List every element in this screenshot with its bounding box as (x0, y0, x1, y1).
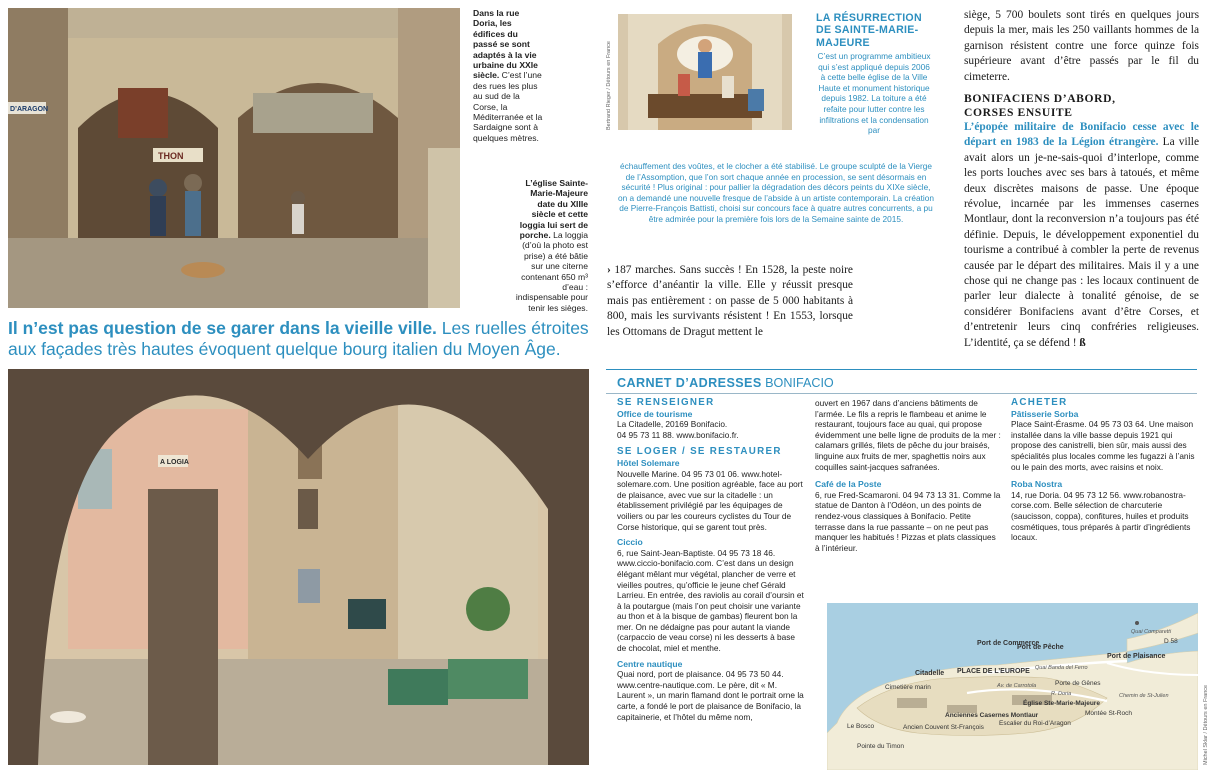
venue-centre-nautique: Centre nautique (617, 658, 683, 669)
map-chemin: Chemin de St-Julien (1119, 693, 1169, 699)
map-pointe-timon: Pointe du Timon (857, 743, 904, 750)
carnet-col-1 (617, 398, 805, 722)
section-se-loger: SE LOGER / SE RESTAURER (617, 446, 782, 458)
photo-credit-top: Bertrand Rieger / Détours en France (606, 41, 612, 130)
map-place-europe: PLACE DE L’EUROPE (957, 668, 1030, 675)
map-rue-doria: R. Doria (1051, 691, 1072, 697)
church-caption-bold: L’église Sainte-Marie-Majeure date du XIIIe siècle et cette loggia lui sert de porche. (519, 178, 588, 241)
right-body-top: siège, 5 700 boulets sont tirés en quelques jours depuis la mer, mais les 250 vaillants hommes de la garnison résistent contre une force quinze fois supérieure avant d’être passés par le fil du cimeterre. (964, 9, 1199, 83)
map-le-bosco: Le Bosco (847, 723, 875, 730)
bonifaciens-body (964, 120, 1199, 351)
ciccio-text: 6, rue Saint-Jean-Baptiste. 04 95 73 18 46. www.ciccio-bonifacio.com. C’est dans un design élégant mêlant mur végétal, plancher de verre et vieilles poutres, qu’officie le jeune chef Gérald Larrieu. En entrée, des raviolis au corail d’oursin et à la poutargue (mais l’on peut choisir une variante au thon et à la bisque de gambas) fleurent bon la mer. On ne dédaigne pas pour autant la viande (carpaccio de veau corse) ni les desserts à base de chocolat, miel et menthe. (617, 547, 804, 654)
loggia-illustration (8, 369, 589, 765)
bonifaciens-title-line1: BONIFACIENS D’ABORD, (964, 92, 1116, 105)
map-casernes: Anciennes Casernes Montlaur (945, 712, 1039, 719)
map-montee: Montée St-Roch (1085, 710, 1132, 717)
venue-ciccio: Ciccio (617, 537, 643, 548)
venue-cafe-poste: Café de la Poste (815, 479, 882, 490)
resurrection-text-wide: échauffement des voûtes, et le clocher a été stabilisé. Le groupe sculpté de la Vierge de l’Assomption, que l’on sort chaque année en procession, se sent désormais en sécurité ! Plus original : pour pallier la dégradation des décors peints du XIXe siècle, on a demandé une nouvelle fresque de l’abside à un artiste contemporain. La création de Pierre-François Battisti, choisi sur concours face à quatre autres concurrents, a pu être admirée pour la première fois lors de la Semaine sainte de 2015. (618, 161, 934, 224)
map-port-plaisance: Port de Plaisance (1107, 653, 1166, 660)
chevron-right-icon: › (607, 264, 611, 276)
bonifaciens-body-text: La ville avait alors un je-ne-sais-quoi d’interlope, comme les ports louches avec ses bars à tatoués, et même deux discrètes maisons de passe. Une époque révolue, incarnée par les immenses casernes Montlaur, dont la reconversion n’a toujours pas été définie. Depuis, le développement exponentiel du tourisme a contribué à combler la perte de revenus causée par le départ des militaires. Mais il y a une chose qui ne change pas : les locaux continuent de parler leur dialecte à tonalité génoise, de se considérer Bonifaciens avant d’être Corses, et d’entretenir leurs cinq confréries religieuses. L’identité, ça se défend ! (964, 136, 1199, 349)
middle-body-content: 187 marches. Sans succès ! En 1528, la peste noire s’efforce d’anéantir la ville. Elle y réussit presque mais pas entièrement : on passe de 5 000 habitants à 800, mais les survivants résistent ! En 1553, lorsque les Ottomans de Dragut mettent le (607, 264, 853, 338)
bonifaciens-lead: L’épopée militaire de Bonifacio cesse avec le départ en 1983 de la Légion étrangère. (964, 121, 1199, 149)
photo-church-interior (618, 14, 792, 130)
map-port-peche: Port de Pêche (1017, 644, 1064, 651)
sorba-text: Place Saint-Érasme. 04 95 73 03 64. Une maison installée dans la ville basse depuis 1921 qui propose des canistrelli, bien sûr, mais aussi des spécialités plus locales comme les fugazzi à l’anis ou le pain des morts, avec raisins et noix. (1011, 419, 1195, 472)
map-ancien-couvent: Ancien Couvent St-François (903, 724, 984, 731)
venue-roba-nostra: Roba Nostra (1011, 479, 1063, 490)
map-port-commerce: Port de Commerce (977, 640, 1040, 647)
map-svg (827, 603, 1198, 770)
shop-sign: THON (158, 151, 184, 161)
photo-credit-map: Michel Sklar / Détours en France (1203, 684, 1209, 765)
rue-doria-caption (473, 8, 543, 143)
map-eglise: Église Ste-Marie-Majeure (1023, 700, 1100, 707)
nautique-continued: ouvert en 1967 dans d’anciens bâtiments de l’armée. Le fils a repris le flambeau et anime le restaurant, toujours face au quai, qui propose évidemment une belle ligne de produits de la mer : calamars grillés, filets de pêche du jour braisés, linguine aux fruits de mer, spaghettis noirs aux coquilles saint-jacques safranées. (815, 398, 1001, 472)
map-porte-genes: Porte de Gênes (1055, 680, 1101, 687)
carnet-title: CARNET D’ADRESSES (617, 376, 762, 390)
loggia-sign: A LOGIA (160, 459, 189, 466)
resurrection-title: LA RÉSURRECTION DE SAINTE-MARIE-MAJEURE (816, 12, 922, 49)
solemare-text: Nouvelle Marine. 04 95 73 01 06. www.hotel-solemare.com. Une position agréable, face au port de plaisance, avec vue sur la citadelle : un établissement privilégié par les équipages de voiliers ou par les coureurs cyclistes du Tour de Corse historique, qui se garent tout près. (617, 468, 803, 532)
carnet-col-3 (1011, 398, 1197, 543)
venue-office-tourisme: Office de tourisme (617, 408, 693, 419)
map-quai-comparetti: Quai Comparetti (1131, 629, 1172, 635)
map-d58: D 58 (1164, 638, 1178, 645)
map-escalier: Escalier du Roi-d’Aragon (999, 720, 1071, 727)
resurrection-text-narrow: C’est un programme ambitieux qui s’est appliqué depuis 2006 à cette belle église de la Ville Haute et monument historique depuis 1982. La toiture a été refaite pour lutter contre les infiltrations et la condensation par (817, 51, 931, 136)
church-caption-text: La loggia (d’où la photo est prise) a été bâtie sur une citerne contenant 650 m³ d’eau : indispensable pour tenir les sièges. (515, 230, 588, 313)
carnet-rule-top (606, 369, 1197, 370)
poste-text: 6, rue Fred-Scamaroni. 04 94 73 13 31. Comme la statue de Danton à l’Odéon, un des points de rendez-vous classiques à Bonifacio. Petite terrasse dans la rue passante – on ne peut pas manquer les habitués ! Pizzas et plats classiques à l’intérieur. (815, 489, 1001, 553)
doria-sign: D’ARAGON (10, 106, 49, 113)
map-av-carrotola: Av. de Carrotola (997, 683, 1037, 689)
headline-bold: Il n’est pas question de se garer dans la vieille ville. (8, 318, 437, 338)
rue-doria-caption-text: C’est l’une des rues les plus au sud de la Corse, la Méditerranée et la Sardaigne sont à quelques mètres. (473, 70, 543, 143)
carnet-header (617, 376, 834, 390)
map-quai-banda: Quai Banda del Ferro (1035, 665, 1088, 671)
headline (8, 318, 593, 360)
photo-loggia (8, 369, 589, 765)
bonifaciens-title-line2: CORSES ENSUITE (964, 106, 1073, 119)
office-line-2: 04 95 73 11 88. www.bonifacio.fr. (617, 429, 739, 440)
headline-rest: Les ruelles étroites aux façades très hautes évoquent quelque bourg italien du Moyen Âge. (8, 318, 589, 359)
map-citadelle: Citadelle (915, 670, 945, 677)
middle-body-text (607, 263, 853, 340)
map-cimetiere: Cimetière marin (885, 684, 931, 691)
roba-text: 14, rue Doria. 04 95 73 12 56. www.robanostra-corse.com. Belle sélection de charcuterie (saucisson, coppa), confitures, huiles et produits cosmétiques, tous préparés à partir d’ingrédients locaux. (1011, 489, 1191, 543)
carnet-col-2 (815, 398, 1001, 553)
photo-rue-doria (8, 8, 460, 308)
bonifacio-map (827, 603, 1198, 770)
rue-doria-illustration (8, 8, 460, 308)
nautique-text: Quai nord, port de plaisance. 04 95 73 50 44. www.centre-nautique.com. Le père, dit « M. Laurent », un marin flamand dont le portrait orne la carte, a fondé le port de plaisance de Bonifacio, la capitainerie, et l’hôtel du même nom, (617, 669, 804, 722)
church-caption (512, 178, 588, 313)
office-line-1: La Citadelle, 20169 Bonifacio. (617, 419, 728, 430)
venue-patisserie-sorba: Pâtisserie Sorba (1011, 408, 1079, 419)
carnet-rule-under (606, 393, 1197, 394)
section-se-renseigner: SE RENSEIGNER (617, 397, 715, 408)
rue-doria-caption-bold: Dans la rue Doria, les édifices du passé se sont adaptés à la vie urbaine du XXIe siècle. (473, 8, 538, 81)
carnet-place: BONIFACIO (765, 376, 834, 390)
church-interior-illustration (618, 14, 792, 130)
end-mark-icon: ß (1079, 336, 1086, 349)
section-acheter: ACHETER (1011, 397, 1068, 408)
venue-hotel-solemare: Hôtel Solemare (617, 457, 680, 468)
bonifaciens-title (964, 92, 1199, 120)
